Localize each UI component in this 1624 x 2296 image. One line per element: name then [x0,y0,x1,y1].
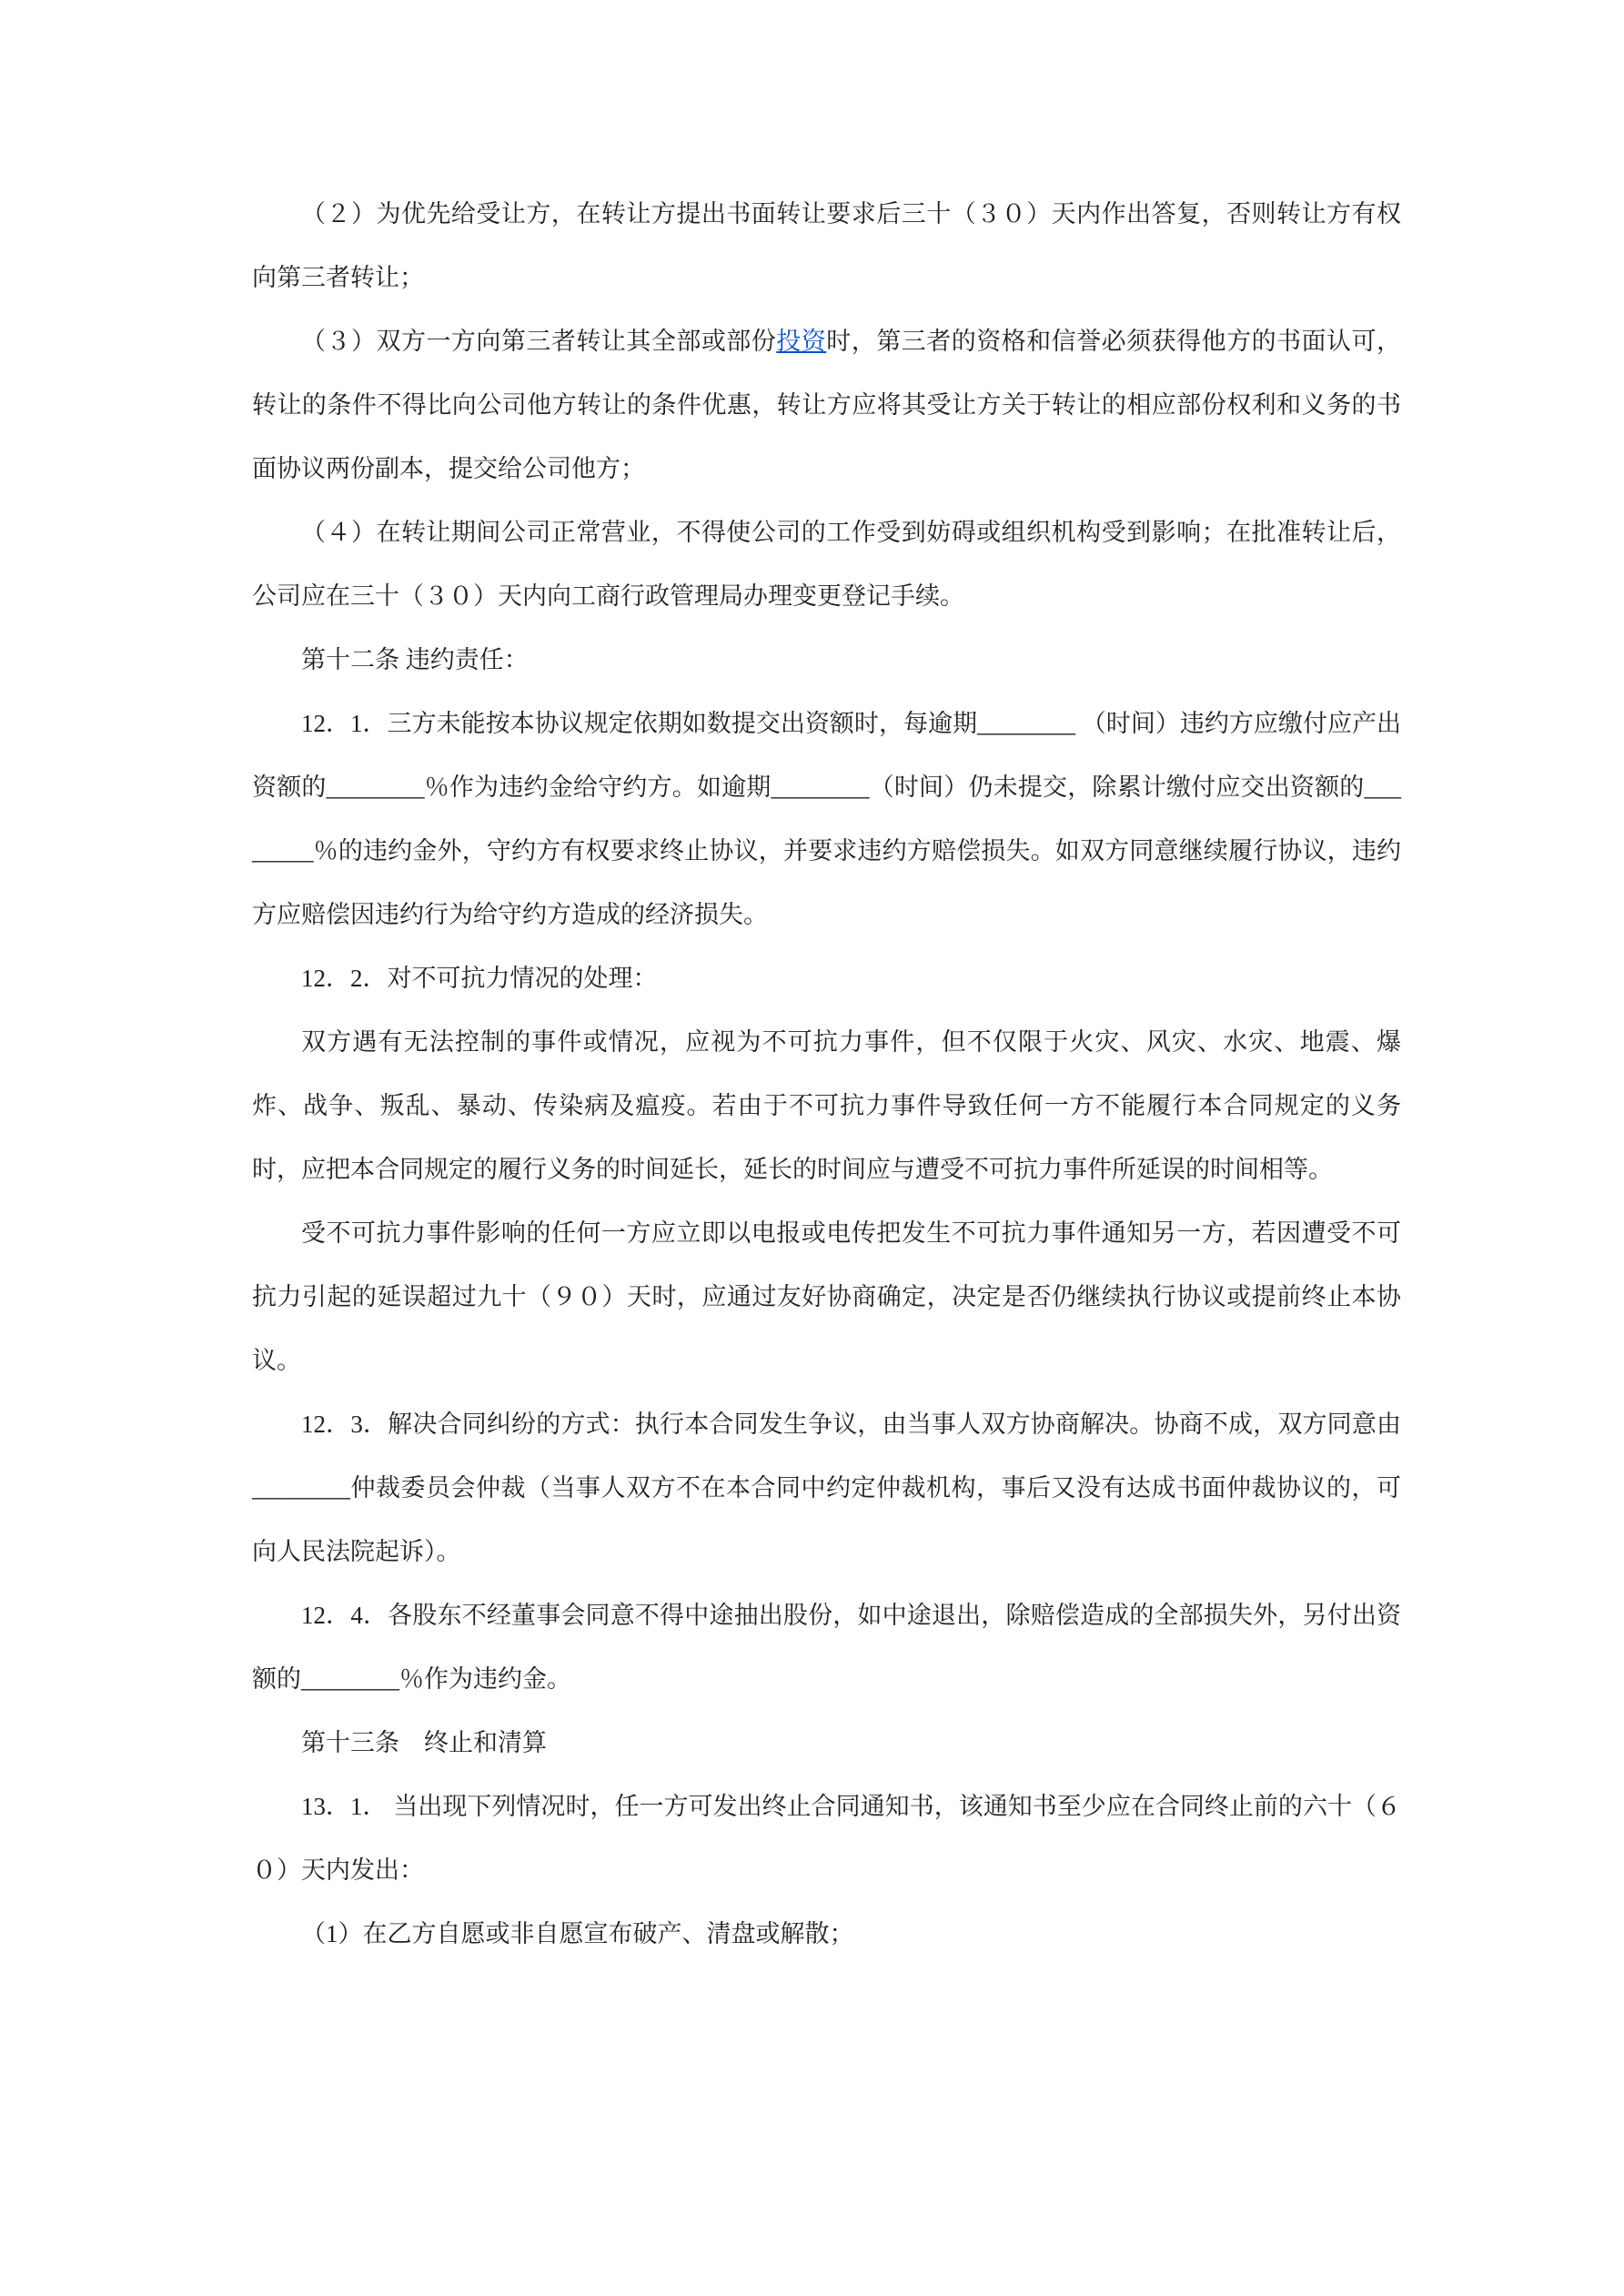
text-run: 12．1．三方未能按本协议规定依期如数提交出资额时，每逾期________ （时间）违约方应缴付应产出资额的________％作为违约金给守约方。如逾期________（时间）仍未提交，除累计缴付应交出资额的________％的违约金外，守约方有权要求终止协议，并要求违约方赔偿损失。如双方同意继续履行协议，违约方应赔偿因违约行为给守约方造成的经济损失。 [252,710,1401,928]
text-run: 12．3．解决合同纠纷的方式：执行本合同发生争议，由当事人双方协商解决。协商不成，双方同意由________仲裁委员会仲裁（当事人双方不在本合同中约定仲裁机构，事后又没有达成书面仲裁协议的，可向人民法院起诉）。 [252,1411,1401,1565]
paragraph-12 [252,1775,1401,1902]
paragraph-5 [252,692,1401,946]
paragraph-4 [252,628,1401,692]
paragraph-1 [252,182,1401,309]
paragraph-8 [252,1201,1401,1392]
text-run: 12．2．对不可抗力情况的处理： [301,965,658,992]
investment-link[interactable]: 投资 [776,328,827,355]
text-run: （４）在转让期间公司正常营业，不得使公司的工作受到妨碍或组织机构受到影响；在批准转让后，公司应在三十（３０）天内向工商行政管理局办理变更登记手续。 [252,519,1401,610]
paragraph-3 [252,501,1401,628]
text-run: 时，第三者的资格和信誉必须获得他方的书面认可，转让的条件不得比向公司他方转让的条件优惠，转让方应将其受让方关于转让的相应部份权利和义务的书面协议两份副本，提交给公司他方； [252,328,1402,482]
text-run: 第十三条 终止和清算 [301,1729,547,1756]
paragraph-7 [252,1010,1401,1201]
text-run: （1）在乙方自愿或非自愿宣布破产、清盘或解散； [301,1920,854,1947]
paragraph-6 [252,946,1401,1010]
paragraph-10 [252,1583,1401,1711]
paragraph-11 [252,1711,1401,1775]
paragraph-13 [252,1902,1401,1966]
text-run: 12．4．各股东不经董事会同意不得中途抽出股份，如中途退出，除赔偿造成的全部损失外，另付出资额的________％作为违约金。 [252,1602,1401,1693]
text-run: （２）为优先给受让方，在转让方提出书面转让要求后三十（３０）天内作出答复，否则转让方有权向第三者转让； [252,200,1401,291]
text-run: 13．1． 当出现下列情况时，任一方可发出终止合同通知书，该通知书至少应在合同终止前的六十（６０）天内发出： [252,1793,1401,1884]
paragraph-9 [252,1392,1401,1583]
text-run: 第十二条 违约责任： [301,646,529,673]
text-run: 受不可抗力事件影响的任何一方应立即以电报或电传把发生不可抗力事件通知另一方，若因遭受不可抗力引起的延误超过九十（９０）天时，应通过友好协商确定，决定是否仍继续执行协议或提前终止本协议。 [252,1219,1401,1374]
paragraph-2 [252,309,1401,501]
document-body [252,182,1401,1966]
text-run: 双方遇有无法控制的事件或情况，应视为不可抗力事件，但不仅限于火灾、风灾、水灾、地震、爆炸、战争、叛乱、暴动、传染病及瘟疫。若由于不可抗力事件导致任何一方不能履行本合同规定的义务时，应把本合同规定的履行义务的时间延长，延长的时间应与遭受不可抗力事件所延误的时间相等。 [252,1028,1401,1183]
text-run: （３）双方一方向第三者转让其全部或部份 [301,328,777,355]
